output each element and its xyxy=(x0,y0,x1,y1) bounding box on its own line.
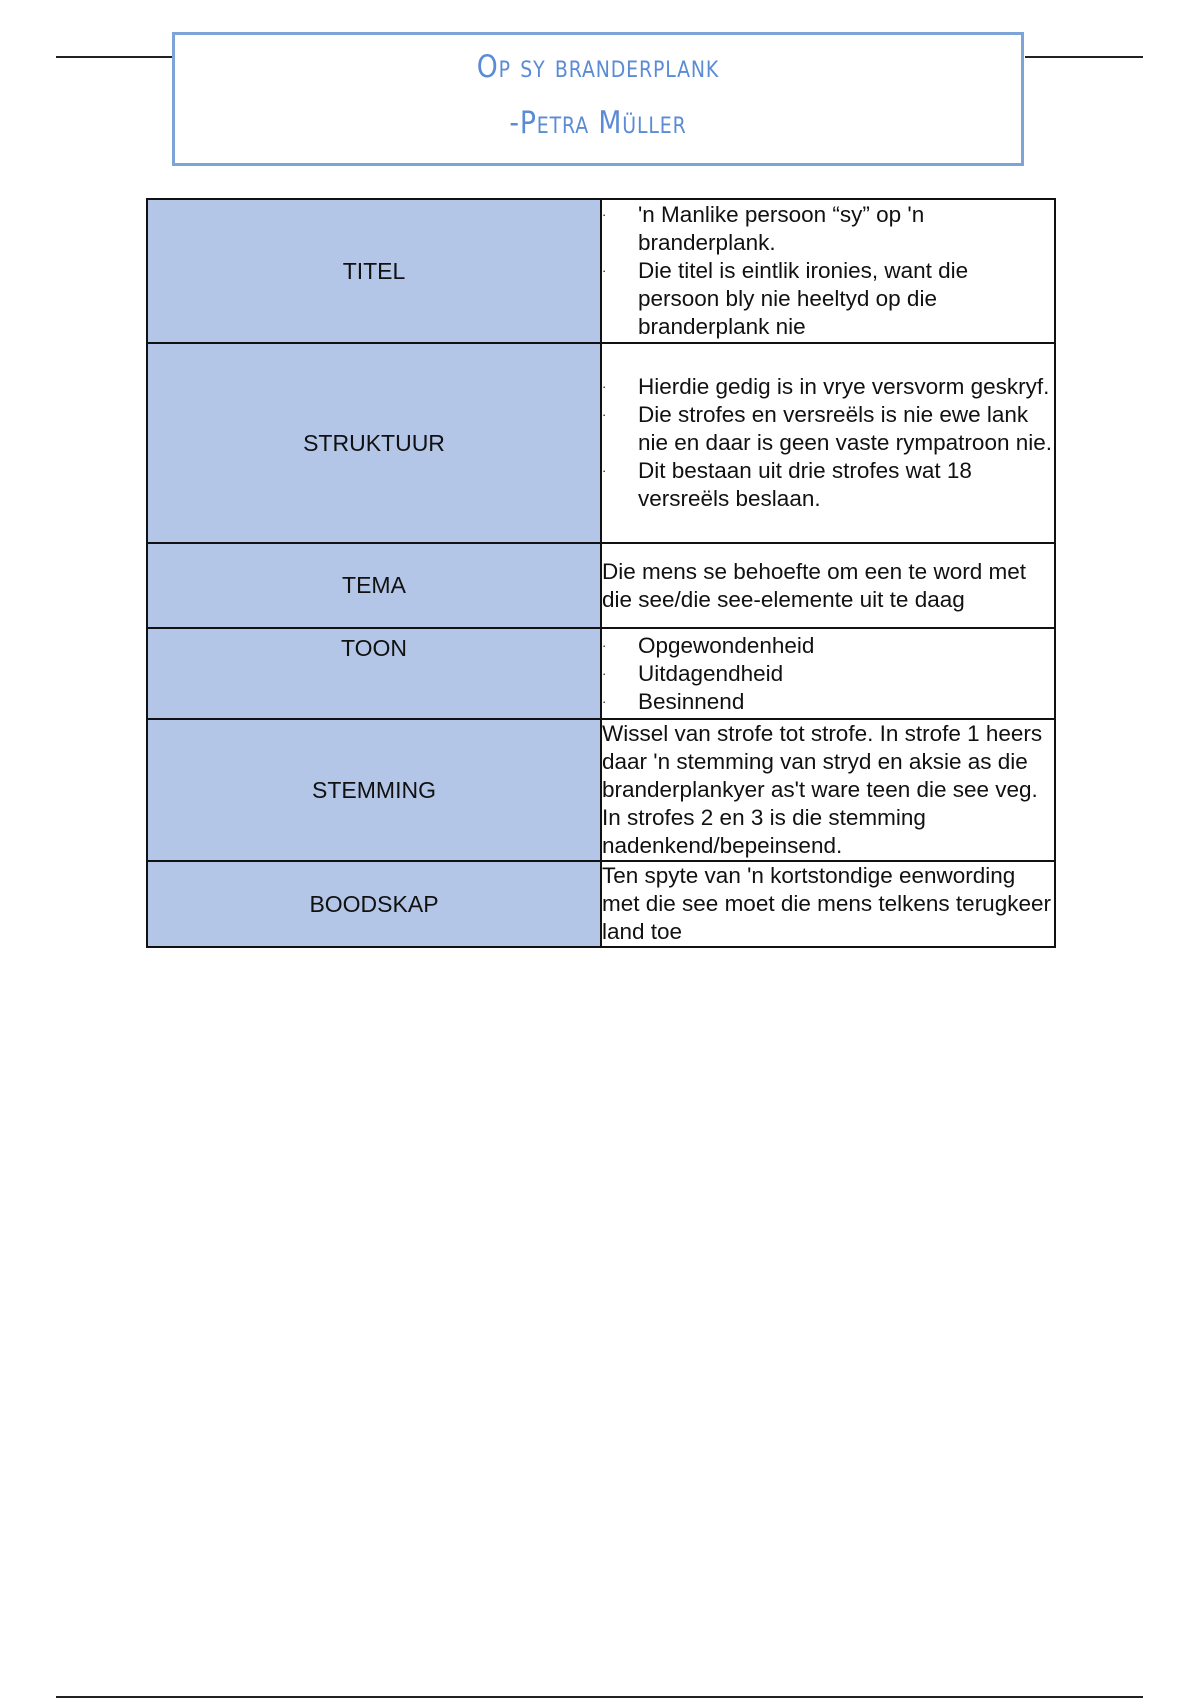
row-label: TEMA xyxy=(147,543,601,628)
list-item xyxy=(602,688,1054,716)
bullet-text: Opgewondenheid xyxy=(638,632,815,658)
footer-rule xyxy=(56,1696,1143,1698)
bullet-icon: · xyxy=(602,263,607,278)
bullet-icon: · xyxy=(602,463,607,478)
bullet-text: 'n Manlike persoon “sy” op 'n branderplank. xyxy=(638,202,925,255)
bullet-list xyxy=(602,201,1054,341)
row-text: Ten spyte van 'n kortstondige eenwording met die see moet die mens telkens terugkeer land toe xyxy=(601,861,1055,947)
bullet-icon: · xyxy=(602,637,607,653)
table-row-titel xyxy=(147,199,1055,343)
poem-author: -Petra Müller xyxy=(509,105,687,141)
bullet-text: Besinnend xyxy=(638,688,745,714)
title-box xyxy=(172,32,1024,166)
row-label: TOON xyxy=(147,628,601,719)
poem-title: Op sy branderplank xyxy=(476,49,720,85)
row-label: STRUKTUUR xyxy=(147,343,601,543)
row-text: Die mens se behoefte om een te word met die see/die see-elemente uit te daag xyxy=(601,543,1055,628)
row-text: Wissel van strofe tot strofe. In strofe 1 heers daar 'n stemming van stryd en aksie as die branderplankyer as't ware teen die see veg. In strofes 2 en 3 is die stemming nadenkend/bepeinsend. xyxy=(601,719,1055,861)
list-item xyxy=(602,373,1054,401)
list-item xyxy=(602,457,1054,513)
row-content xyxy=(601,199,1055,343)
bullet-text: Die titel is eintlik ironies, want die persoon bly nie heeltyd op die branderplank nie xyxy=(638,258,969,339)
table-row-tema xyxy=(147,543,1055,628)
row-content xyxy=(601,628,1055,719)
table-row-struktuur xyxy=(147,343,1055,543)
row-label: TITEL xyxy=(147,199,601,343)
table-row-boodskap xyxy=(147,861,1055,947)
analysis-table xyxy=(146,198,1056,948)
bullet-list xyxy=(602,373,1054,513)
header-rule-left xyxy=(56,56,173,58)
table-row-stemming xyxy=(147,719,1055,861)
bullet-icon: · xyxy=(602,379,607,394)
bullet-text: Die strofes en versreëls is nie ewe lank nie en daar is geen vaste rympatroon nie. xyxy=(638,402,1052,455)
bullet-icon: · xyxy=(602,207,607,222)
table-row-toon xyxy=(147,628,1055,719)
list-item xyxy=(602,660,1054,688)
bullet-icon: · xyxy=(602,665,607,681)
row-label: BOODSKAP xyxy=(147,861,601,947)
bullet-list xyxy=(602,632,1054,716)
bullet-text: Hierdie gedig is in vrye versvorm geskryf. xyxy=(638,374,1050,399)
row-content xyxy=(601,343,1055,543)
bullet-text: Uitdagendheid xyxy=(638,660,784,686)
list-item xyxy=(602,632,1054,660)
bullet-text: Dit bestaan uit drie strofes wat 18 versreëls beslaan. xyxy=(638,458,972,511)
list-item xyxy=(602,401,1054,457)
header-rule-right xyxy=(1025,56,1143,58)
list-item xyxy=(602,201,1054,257)
row-label: STEMMING xyxy=(147,719,601,861)
bullet-icon: · xyxy=(602,693,607,709)
list-item xyxy=(602,257,1054,341)
bullet-icon: · xyxy=(602,407,607,422)
